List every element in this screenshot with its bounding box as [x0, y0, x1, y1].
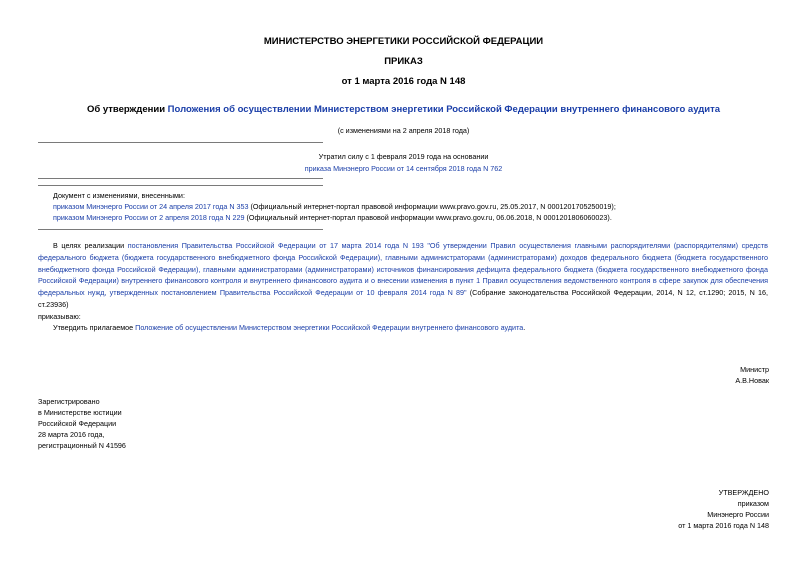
- document-type: ПРИКАЗ: [384, 56, 423, 67]
- change-item: [53, 212, 612, 223]
- signature-position: Министр: [740, 365, 769, 374]
- change-source: (Официальный интернет-портал правовой информации www.pravo.gov.ru, 06.06.2018, N 0001201806060023).: [244, 213, 612, 222]
- approval-line: Минэнерго России: [707, 510, 769, 519]
- approval-line: от 1 марта 2016 года N 148: [678, 521, 769, 530]
- preamble-prefix: В целях реализации: [53, 241, 128, 250]
- registration-line: Зарегистрировано: [38, 397, 100, 406]
- approve-clause: [53, 322, 525, 333]
- registration-line: регистрационный N 41596: [38, 441, 126, 450]
- title-prefix: Об утверждении: [86, 104, 168, 115]
- revision-note: (с изменениями на 2 апреля 2018 года): [337, 126, 470, 135]
- regulation-link[interactable]: Положение об осуществлении Министерством энергетики Российской Федерации внутреннего финансового аудита: [135, 323, 524, 332]
- signature-name: А.В.Новак: [735, 376, 769, 385]
- document-title: [0, 104, 807, 115]
- changes-intro: Документ с изменениями, внесенными:: [53, 191, 185, 200]
- divider: [38, 229, 323, 230]
- change-source: (Официальный интернет-портал правовой информации www.pravo.gov.ru, 25.05.2017, N 0001201705250019);: [248, 202, 616, 211]
- approve-suffix: .: [523, 323, 526, 332]
- change-order-link[interactable]: приказом Минэнерго России от 24 апреля 2017 года N 353: [53, 202, 249, 211]
- void-notice: Утратил силу с 1 февраля 2019 года на основании: [318, 152, 489, 161]
- preamble-paragraph: [38, 240, 768, 311]
- approval-line: приказом: [737, 499, 769, 508]
- order-word: приказываю:: [38, 312, 81, 321]
- divider: [38, 142, 323, 143]
- ministry-heading: МИНИСТЕРСТВО ЭНЕРГЕТИКИ РОССИЙСКОЙ ФЕДЕРАЦИИ: [263, 36, 544, 47]
- divider: [38, 178, 323, 179]
- registration-line: Российской Федерации: [38, 419, 117, 428]
- registration-line: в Министерстве юстиции: [38, 408, 122, 417]
- document-date: от 1 марта 2016 года N 148: [341, 76, 466, 87]
- change-order-link[interactable]: приказом Минэнерго России от 2 апреля 2018 года N 229: [53, 213, 245, 222]
- title-link[interactable]: Положения об осуществлении Министерством энергетики Российской Федерации внутреннего финансового аудита: [167, 104, 721, 115]
- registration-line: 28 марта 2016 года,: [38, 430, 105, 439]
- government-decree-link[interactable]: постановления Правительства Российской Федерации от 17 марта 2014 года N 193 "Об утверждении Правил осуществления главными распорядителями (распорядителями) средств федерального бюджета (бюджета государственного внебюджетного фонда Российской Федерации), главными администраторами (администраторами) доходов федерального бюджета (бюджета государственного внебюджетного фонда Российской Федерации), главными администраторами (администраторами) источников финансирования дефицита федерального бюджета (бюджета государственного внебюджетного фонда Российской Федерации) внутреннего финансового контроля и внутреннего финансового аудита и о внесении изменения в пункт 1 Правил осуществления ведомственного контроля в сфере закупок для обеспечения федеральных нужд, утвержденных постановлением Правительства Российской Федерации от 10 февраля 2014 года N 89": [38, 241, 768, 298]
- void-order-link[interactable]: приказа Минэнерго России от 14 сентября 2018 года N 762: [304, 164, 503, 173]
- divider: [38, 185, 323, 186]
- change-item: [53, 201, 616, 212]
- preamble-suffix: (Собрание законодательства Российской Федерации, 2014, N 12, ст.1290; 2015, N 16, ст.23936): [38, 288, 768, 309]
- approval-line: УТВЕРЖДЕНО: [718, 488, 769, 497]
- approve-prefix: Утвердить прилагаемое: [53, 323, 136, 332]
